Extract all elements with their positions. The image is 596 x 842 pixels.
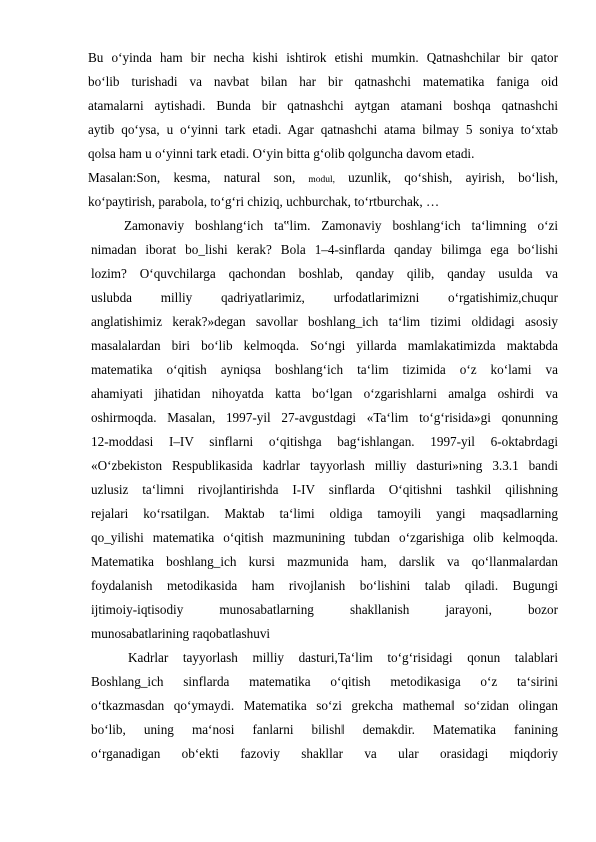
text-line: oshirmoqda. Masalan, 1997-yil 27-avgustdagi «Ta‘lim to‘g‘risida»gi qonunning [91,410,558,425]
text-line: uslubda milliy qadriyatlarimiz, urfodatlarimizni o‘rgatishimiz,chuqur [91,290,558,305]
text-line: rejalari ko‘rsatilgan. Maktab ta‘limi oldiga tamoyili yangi maqsadlarning [91,506,558,521]
text-line: ko‘paytirish, parabola, to‘g‘ri chiziq, uchburchak, to‘rtburchak, … [88,194,440,209]
text-line: «O‘zbekiston Respublikasida kadrlar tayyorlash milliy dasturi»ning 3.3.1 bandi [91,458,558,473]
text-line: ahamiyati jihatidan nihoyatda katta bo‘lgan o‘zgarishlarni amalga oshirdi va [91,386,558,401]
text-line: Matematika boshlang_ich kursi mazmunida ham, darslik va qo‘llanmalardan [91,554,558,569]
text-line: qo_yilishi matematika o‘qitish mazmunining tubdan o‘zgarishiga olib kelmoqda. [91,530,558,545]
text-line: matematika o‘qitish ayniqsa boshlang‘ich ta‘lim tizimida o‘z ko‘lami va [91,362,558,377]
masalan-start: Masalan:Son, kesma, natural son, [88,170,296,185]
text-line: qolsa ham u o‘yinni tark etadi. O‘yin bitta g‘olib qolguncha davom etadi. [88,146,475,161]
masalan-small: modul, [308,175,336,185]
text-line: Boshlang_ich sinflarda matematika o‘qitish metodikasiga o‘z ta‘sirini [91,674,558,689]
text-line: aytib qo‘ysa, u o‘yinni tark etadi. Agar qatnashchi atama bilmay 5 soniya to‘xtab [88,122,558,137]
text-line: uzlusiz ta‘limni rivojlantirishda I-IV sinflarda O‘qitishni tashkil qilishning [91,482,558,497]
text-line: anglatishimiz kerak?»degan savollar boshlang_ich ta‘lim tizimi oldidagi asosiy [91,314,558,329]
text-line: lozim? O‘quvchilarga qachondan boshlab, qanday qilib, qanday usulda va [91,266,558,281]
text-line: munosabatlarining raqobatlashuvi [91,626,271,641]
text-line: bo‘lib, uning ma‘nosi fanlarni bilish‖ demakdir. Matematika fanining [91,722,558,737]
text-line: Bu o‘yinda ham bir necha kishi ishtirok etishi mumkin. Qatnashchilar bir qator [88,50,558,65]
text-line: 12-moddasi I–IV sinflarni o‘qitishga bag‘ishlangan. 1997-yil 6-oktabrdagi [91,434,558,449]
text-line: Zamonaviy boshlang‘ich ta‟lim. Zamonaviy boshlang‘ich ta‘limning o‘zi [124,218,558,233]
text-line: bo‘lib turishadi va navbat bilan har bir qatnashchi matematika faniga oid [88,74,558,89]
text-line: atamalarni aytishadi. Bunda bir qatnashchi aytgan atamani boshqa qatnashchi [88,98,558,113]
text-line: masalalardan biri bo‘lib kelmoqda. So‘ngi yillarda mamlakatimizda maktabda [91,338,558,353]
text-line: Kadrlar tayyorlash milliy dasturi,Ta‘lim to‘g‘risidagi qonun talablari [128,650,558,665]
masalan-end: uzunlik, qo‘shish, ayirish, bo‘lish, [348,170,558,185]
text-line: ijtimoiy-iqtisodiy munosabatlarning shakllanish jarayoni, bozor [91,602,558,617]
text-line: o‘rganadigan ob‘ekti fazoviy shakllar va ular orasidagi miqdoriy [91,746,558,761]
text-line: o‘tkazmasdan qo‘ymaydi. Matematika so‘zi grekcha mathema‖ so‘zidan olingan [91,698,558,713]
text-line: nimadan iborat bo_lishi kerak? Bola 1–4-sinflarda qanday bilimga ega bo‘lishi [91,242,558,257]
text-line: foydalanish metodikasida ham rivojlanish bo‘lishini talab qiladi. Bugungi [91,578,558,593]
text-line [88,170,558,186]
